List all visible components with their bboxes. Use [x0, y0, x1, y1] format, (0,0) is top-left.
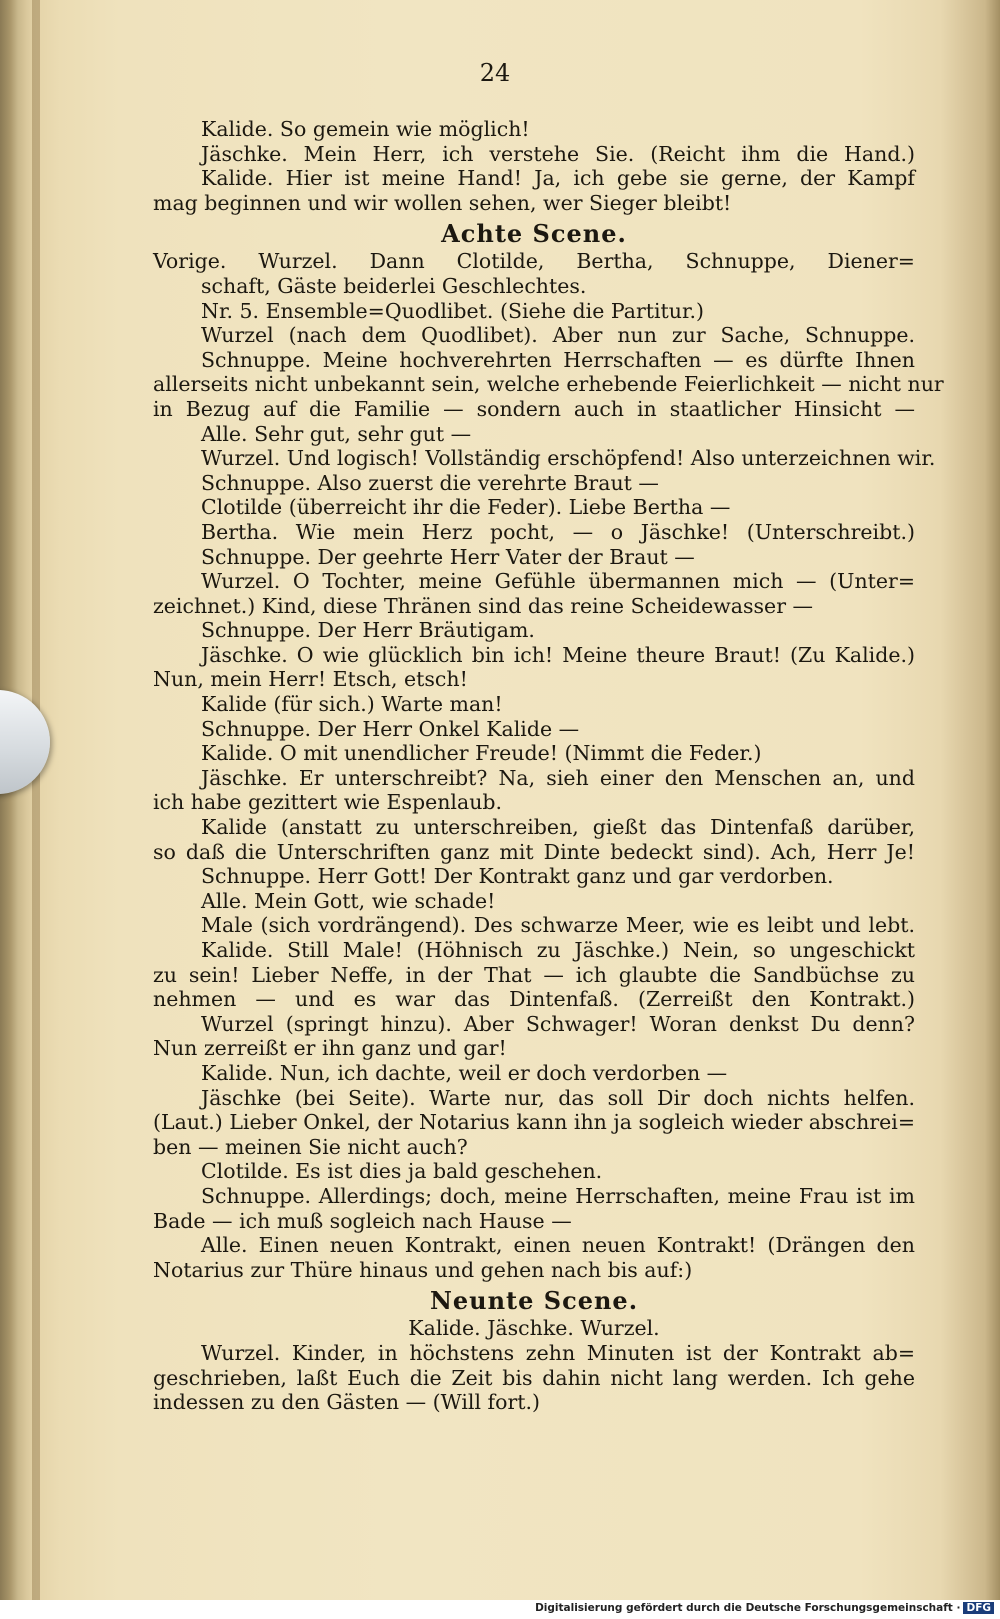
text-line: Wurzel (springt hinzu). Aber Schwager! Woran denkst Du denn?	[201, 1011, 915, 1036]
text-line: Kalide (anstatt zu unterschreiben, gießt das Dintenfaß darüber,	[201, 815, 915, 840]
text-line: Alle. Einen neuen Kontrakt, einen neuen Kontrakt! (Drängen den	[201, 1233, 915, 1258]
footer-credit	[535, 1602, 994, 1614]
text-line: Schnuppe. Allerdings; doch, meine Herrschaften, meine Frau ist im	[201, 1183, 915, 1208]
scene-heading: Neunte Scene.	[429, 1286, 639, 1316]
text-line: Schnuppe. Der geehrte Herr Vater der Braut —	[201, 544, 695, 569]
text-line: schaft, Gäste beiderlei Geschlechtes.	[201, 273, 587, 298]
text-line: indessen zu den Gästen — (Will fort.)	[153, 1390, 540, 1415]
text-line: nehmen — und es war das Dintenfaß. (Zerreißt den Kontrakt.)	[153, 987, 915, 1012]
text-line: Wurzel (nach dem Quodlibet). Aber nun zur Sache, Schnuppe.	[201, 323, 915, 348]
dfg-logo: DFG	[963, 1602, 994, 1614]
text-line: zu sein! Lieber Neffe, in der That — ich glaubte die Sandbüchse zu	[153, 962, 915, 987]
text-line: Kalide. O mit unendlicher Freude! (Nimmt die Feder.)	[201, 741, 762, 766]
text-line: so daß die Unterschriften ganz mit Dinte bedeckt sind). Ach, Herr Je!	[153, 839, 915, 864]
text-line: Notarius zur Thüre hinaus und gehen nach bis auf:)	[153, 1257, 693, 1282]
text-line: Jäschke. Mein Herr, ich verstehe Sie. (Reicht ihm die Hand.)	[201, 141, 915, 166]
text-line: geschrieben, laßt Euch die Zeit bis dahin nicht lang werden. Ich gehe	[153, 1365, 915, 1390]
text-line: (Laut.) Lieber Onkel, der Notarius kann ihn ja sogleich wieder abschrei=	[153, 1110, 915, 1135]
text-line: Kalide. Still Male! (Höhnisch zu Jäschke.) Nein, so ungeschickt	[201, 938, 915, 962]
text-line: Schnuppe. Also zuerst die verehrte Braut —	[201, 470, 659, 495]
scene-heading: Achte Scene.	[441, 219, 627, 249]
text-line: Schnuppe. Herr Gott! Der Kontrakt ganz und gar verdorben.	[201, 864, 834, 889]
text-line: Bertha. Wie mein Herz pocht, — o Jäschke! (Unterschreibt.)	[201, 519, 915, 544]
text-line: Alle. Mein Gott, wie schade!	[201, 888, 496, 913]
text-line: Male (sich vordrängend). Des schwarze Meer, wie es leibt und lebt.	[201, 913, 915, 938]
text-line: Wurzel. Und logisch! Vollständig erschöpfend! Also unterzeichnen wir.	[201, 446, 936, 471]
text-line: in Bezug auf die Familie — sondern auch in staatlicher Hinsicht —	[153, 396, 915, 421]
text-line: mag beginnen und wir wollen sehen, wer Sieger bleibt!	[153, 190, 732, 215]
text-line: Bade — ich muß sogleich nach Hause —	[153, 1208, 572, 1233]
text-line: zeichnet.) Kind, diese Thränen sind das reine Scheidewasser —	[153, 593, 814, 618]
page-number: 24	[479, 59, 511, 87]
text-line: Jäschke. Er unterschreibt? Na, sieh einer den Menschen an, und	[201, 765, 915, 790]
text-line: Clotilde (überreicht ihr die Feder). Liebe Bertha —	[201, 495, 731, 520]
text-line: Jäschke (bei Seite). Warte nur, das soll Dir doch nichts helfen.	[201, 1085, 915, 1110]
text-line: Kalide. Jäschke. Wurzel.	[408, 1316, 660, 1341]
text-line: Clotilde. Es ist dies ja bald geschehen.	[201, 1159, 603, 1184]
book-spine-shadow	[32, 0, 40, 1600]
text-line: Jäschke. O wie glücklich bin ich! Meine theure Braut! (Zu Kalide.)	[201, 642, 915, 667]
text-line: Schnuppe. Der Herr Onkel Kalide —	[201, 716, 580, 741]
text-line: Kalide (für sich.) Warte man!	[201, 692, 503, 717]
text-line: ich habe gezittert wie Espenlaub.	[153, 790, 503, 815]
text-line: Nr. 5. Ensemble=Quodlibet. (Siehe die Partitur.)	[201, 298, 705, 323]
page	[45, 45, 945, 1590]
footer-credit-text: Digitalisierung gefördert durch die Deutsche Forschungsgemeinschaft ·	[535, 1602, 961, 1614]
text-line: Kalide. So gemein wie möglich!	[201, 117, 530, 141]
text-line: ben — meinen Sie nicht auch?	[153, 1134, 468, 1159]
text-line: Wurzel. Kinder, in höchstens zehn Minuten ist der Kontrakt ab=	[201, 1340, 915, 1365]
text-line: Nun zerreißt er ihn ganz und gar!	[153, 1036, 507, 1061]
text-line: Schnuppe. Der Herr Bräutigam.	[201, 618, 535, 643]
text-line: Nun, mein Herr! Etsch, etsch!	[153, 667, 468, 692]
text-line: Kalide. Hier ist meine Hand! Ja, ich gebe sie gerne, der Kampf	[201, 166, 915, 191]
text-line: Wurzel. O Tochter, meine Gefühle übermannen mich — (Unter=	[201, 569, 915, 594]
bookmark-tab	[0, 690, 50, 794]
text-line: Alle. Sehr gut, sehr gut —	[201, 421, 472, 446]
page-text	[153, 117, 944, 1415]
text-line: Schnuppe. Meine hochverehrten Herrschaften — es dürfte Ihnen	[201, 347, 915, 372]
text-line: Vorige. Wurzel. Dann Clotilde, Bertha, Schnuppe, Diener=	[153, 249, 915, 274]
text-line: Kalide. Nun, ich dachte, weil er doch verdorben —	[201, 1060, 728, 1085]
text-line: allerseits nicht unbekannt sein, welche erhebende Feierlichkeit — nicht nur	[153, 372, 944, 397]
